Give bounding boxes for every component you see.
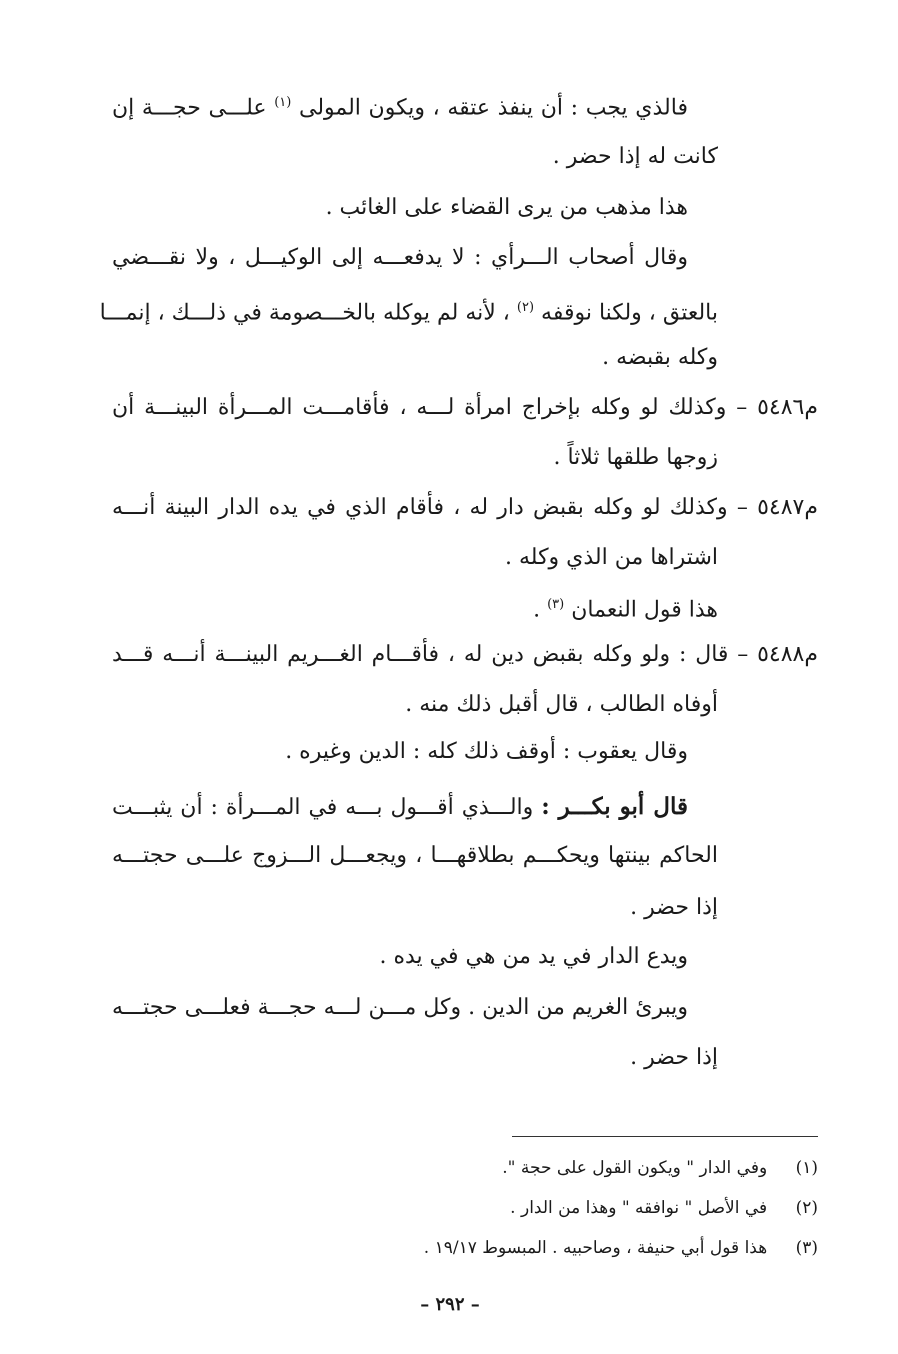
footnote-number: (١) — [795, 1158, 818, 1178]
page-number: – ٢٩٢ – — [420, 1294, 480, 1315]
paragraph-line: وقال أصحاب الـــرأي : لا يدفعـــه إلى الوكيـــل ، ولا نقـــضي — [112, 245, 688, 270]
footnote-divider — [512, 1136, 818, 1137]
footnote-ref-1[interactable]: (١) — [274, 95, 292, 110]
paragraph-line: اشتراها من الذي وكله . — [505, 545, 718, 570]
footnote-2 — [300, 1196, 818, 1220]
footnote-text: في الأصل " نوافقه " وهذا من الدار . — [510, 1198, 768, 1218]
footnote-number: (٢) — [795, 1198, 818, 1218]
paragraph-line: إذا حضر . — [630, 895, 718, 920]
paragraph-line: ويبرئ الغريم من الدين . وكل مـــن لـــه حجـــة فعلـــى حجتـــه — [112, 995, 688, 1020]
paragraph-line — [99, 293, 718, 328]
text-run: فالذي يجب : أن ينفذ عتقه ، ويكون المولى — [298, 95, 688, 121]
text-run: هذا قول النعمان — [571, 597, 718, 623]
numbered-issue-line: م٥٤٨٨ – قال : ولو وكله بقبض دين له ، فأقـــام الغـــريم البينـــة أنـــه قـــد — [112, 642, 818, 667]
footnote-ref-3[interactable]: (٣) — [547, 597, 565, 612]
text-run: والـــذي أقـــول بـــه في المـــرأة : أن يثبـــت — [112, 795, 534, 820]
paragraph-line: وقال يعقوب : أوقف ذلك كله : الدين وغيره . — [285, 739, 688, 764]
footnote-ref-2[interactable]: (٢) — [516, 300, 535, 315]
footnote-text: هذا قول أبي حنيفة ، وصاحبيه . المبسوط ١٩/١٧ . — [423, 1238, 768, 1258]
paragraph-line — [112, 590, 718, 625]
paragraph-line — [112, 792, 688, 823]
text-run: . — [533, 597, 541, 623]
paragraph-line: إذا حضر . — [630, 1045, 718, 1070]
footnote-3 — [300, 1236, 818, 1260]
paragraph-line: ويدع الدار في يد من هي في يده . — [379, 944, 688, 969]
footnote-number: (٣) — [795, 1238, 818, 1258]
numbered-issue-line: م٥٤٨٧ – وكذلك لو وكله بقبض دار له ، فأقام الذي في يده الدار البينة أنـــه — [112, 495, 818, 520]
footnote-1 — [300, 1156, 818, 1180]
text-run: بالعتق ، ولكنا نوقفه — [541, 300, 718, 326]
author-heading: قال أبو بكـــر : — [541, 793, 688, 820]
paragraph-line: هذا مذهب من يرى القضاء على الغائب . — [325, 195, 688, 220]
numbered-issue-line: م٥٤٨٦ – وكذلك لو وكله بإخراج امرأة لـــه ، فأقامـــت المـــرأة البينـــة أن — [112, 395, 818, 420]
paragraph-line: وكله بقبضه . — [602, 345, 718, 370]
text-run: ، لأنه لم يوكله بالخـــصومة في ذلـــك ، إنمـــا — [99, 300, 510, 326]
paragraph-line: زوجها طلقها ثلاثاً . — [553, 445, 718, 470]
paragraph-line: كانت له إذا حضر . — [552, 144, 718, 169]
paragraph-line: الحاكم بينتها ويحكـــم بطلاقهـــا ، ويجعـــل الـــزوج علـــى حجتـــه — [112, 843, 718, 868]
text-run: علـــى حجـــة إن — [112, 95, 267, 121]
paragraph-line: أوفاه الطالب ، قال أقبل ذلك منه . — [405, 692, 718, 717]
footnote-text: وفي الدار " ويكون القول على حجة ". — [502, 1158, 768, 1178]
paragraph-line — [112, 88, 688, 123]
